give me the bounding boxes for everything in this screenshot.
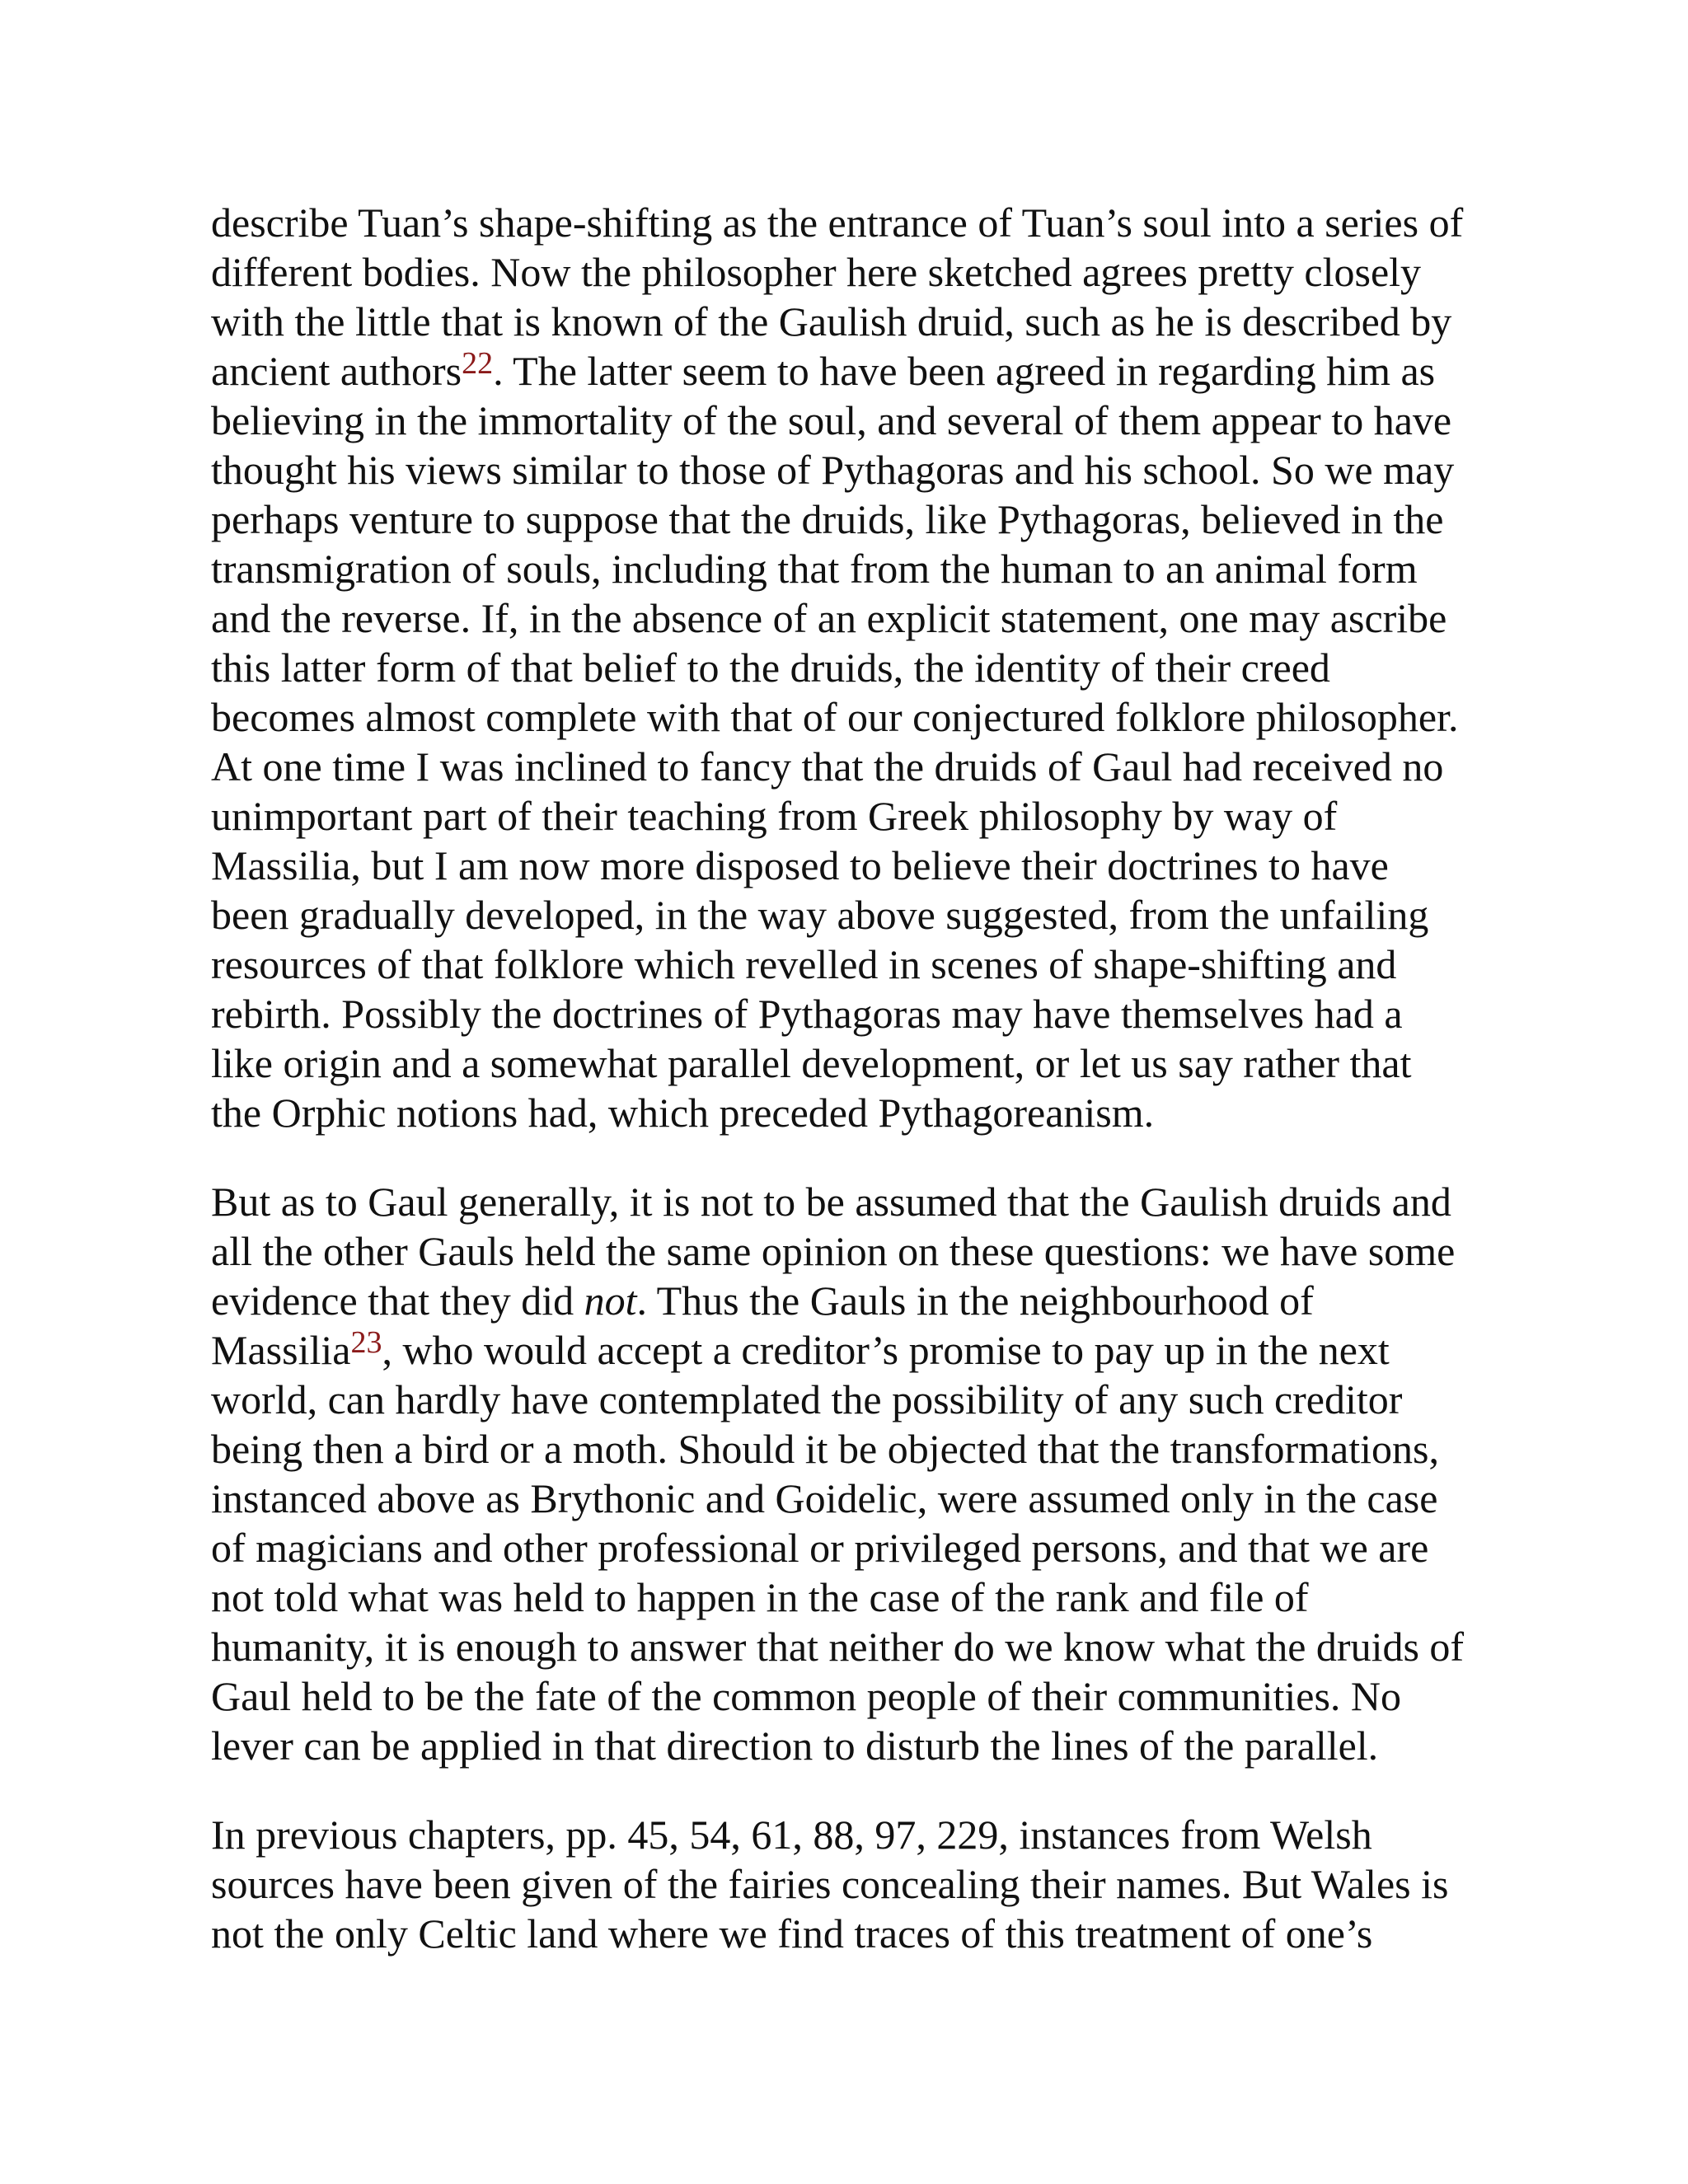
text-line: But as to Gaul generally, it is not to be assumed that the Gaulish druids and bbox=[211, 1179, 1451, 1225]
text-line: with the little that is known of the Gaulish druid, such as he is described by bbox=[211, 298, 1452, 344]
text-line: world, can hardly have contemplated the possibility of any such creditor bbox=[211, 1376, 1403, 1422]
text-line: humanity, it is enough to answer that neither do we know what the druids of bbox=[211, 1624, 1465, 1670]
paragraph-2 bbox=[211, 1177, 1497, 1770]
text-line bbox=[211, 1325, 1497, 1375]
text-segment: Massilia bbox=[211, 1327, 351, 1373]
paragraph-3 bbox=[211, 1810, 1497, 1958]
text-line: not the only Celtic land where we find traces of this treatment of one’s bbox=[211, 1910, 1373, 1957]
text-line: instanced above as Brythonic and Goidelic, were assumed only in the case bbox=[211, 1475, 1438, 1521]
text-line bbox=[211, 346, 1497, 396]
text-line: the Orphic notions had, which preceded Pythagoreanism. bbox=[211, 1090, 1155, 1136]
text-line: like origin and a somewhat parallel development, or let us say rather that bbox=[211, 1040, 1412, 1086]
text-line: been gradually developed, in the way above suggested, from the unfailing bbox=[211, 892, 1429, 938]
text-line: believing in the immortality of the soul, and several of them appear to have bbox=[211, 397, 1452, 443]
text-line: Gaul held to be the fate of the common people of their communities. No bbox=[211, 1673, 1402, 1719]
text-line: unimportant part of their teaching from Greek philosophy by way of bbox=[211, 793, 1338, 839]
text-line: this latter form of that belief to the druids, the identity of their creed bbox=[211, 644, 1330, 691]
text-line bbox=[211, 1276, 1497, 1325]
text-line: of magicians and other professional or privileged persons, and that we are bbox=[211, 1525, 1429, 1571]
text-line: In previous chapters, pp. 45, 54, 61, 88, 97, 229, instances from Welsh bbox=[211, 1811, 1372, 1858]
emphasis-text: not bbox=[584, 1277, 637, 1324]
text-line: Massilia, but I am now more disposed to believe their doctrines to have bbox=[211, 842, 1389, 888]
text-line: becomes almost complete with that of our conjectured folklore philosopher. bbox=[211, 694, 1459, 740]
text-line: lever can be applied in that direction to disturb the lines of the parallel. bbox=[211, 1722, 1379, 1769]
text-line: thought his views similar to those of Pythagoras and his school. So we may bbox=[211, 447, 1455, 493]
paragraph-1 bbox=[211, 198, 1497, 1137]
text-line: not told what was held to happen in the case of the rank and file of bbox=[211, 1574, 1309, 1620]
page-body bbox=[211, 198, 1497, 1998]
text-line: transmigration of souls, including that from the human to an animal form bbox=[211, 546, 1418, 592]
text-segment: , who would accept a creditor’s promise to pay up in the next bbox=[382, 1327, 1390, 1373]
text-line: being then a bird or a moth. Should it be objected that the transformations, bbox=[211, 1426, 1439, 1472]
text-line: different bodies. Now the philosopher here sketched agrees pretty closely bbox=[211, 249, 1422, 295]
text-line: perhaps venture to suppose that the druids, like Pythagoras, believed in the bbox=[211, 496, 1444, 542]
text-segment: . The latter seem to have been agreed in regarding him as bbox=[493, 348, 1436, 394]
text-segment: evidence that they did bbox=[211, 1277, 584, 1324]
text-line: all the other Gauls held the same opinion on these questions: we have some bbox=[211, 1228, 1456, 1274]
text-segment: . Thus the Gauls in the neighbourhood of bbox=[636, 1277, 1314, 1324]
text-line: At one time I was inclined to fancy that the druids of Gaul had received no bbox=[211, 743, 1444, 790]
footnote-ref-22[interactable]: 22 bbox=[462, 346, 494, 381]
text-segment: ancient authors bbox=[211, 348, 462, 394]
text-line: describe Tuan’s shape-shifting as the entrance of Tuan’s soul into a series of bbox=[211, 199, 1464, 246]
text-line: resources of that folklore which revelled in scenes of shape-shifting and bbox=[211, 941, 1397, 987]
text-line: rebirth. Possibly the doctrines of Pythagoras may have themselves had a bbox=[211, 991, 1403, 1037]
text-line: and the reverse. If, in the absence of an explicit statement, one may ascribe bbox=[211, 595, 1447, 641]
text-line: sources have been given of the fairies concealing their names. But Wales is bbox=[211, 1861, 1449, 1907]
footnote-ref-23[interactable]: 23 bbox=[350, 1325, 382, 1360]
